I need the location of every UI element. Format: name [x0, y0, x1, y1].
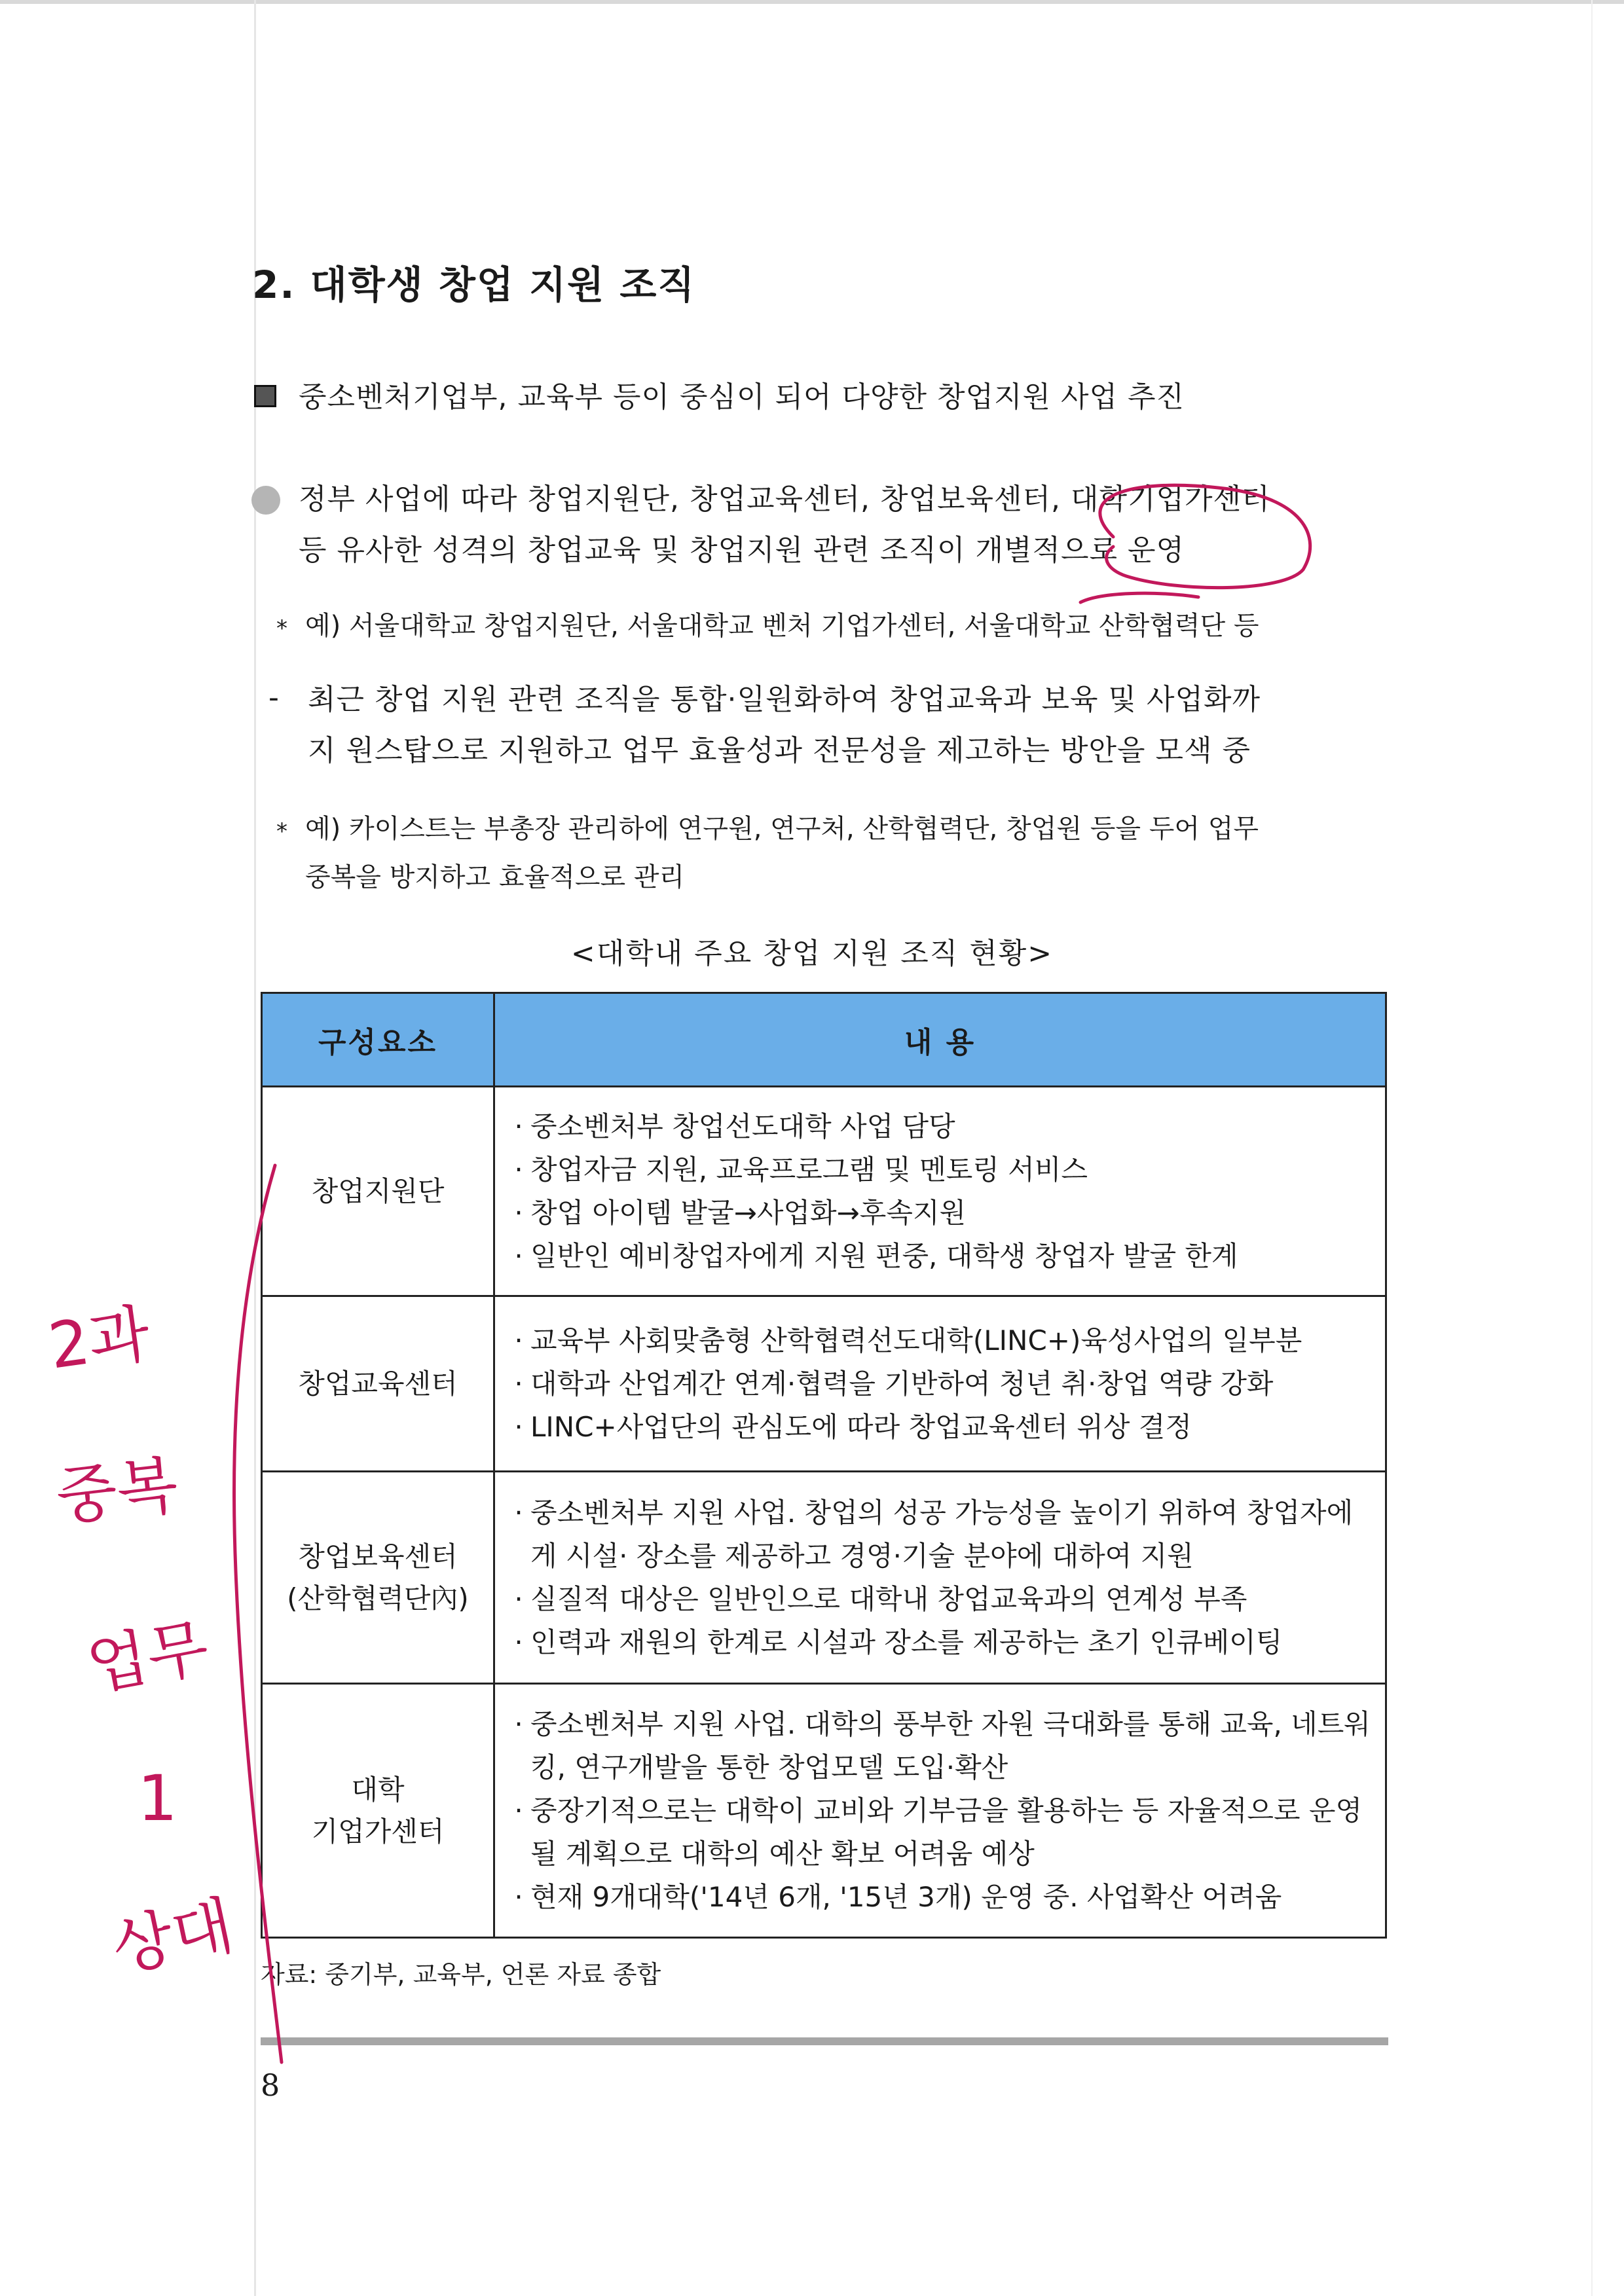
- right-rule: [1591, 0, 1593, 2296]
- square-bullet-icon: [254, 385, 276, 407]
- bullet-text-1: 중소벤처기업부, 교육부 등이 중심이 되어 다양한 창업지원 사업 추진: [299, 380, 1185, 414]
- content-cell: [494, 1087, 1386, 1296]
- handwritten-note: 상대: [105, 1888, 240, 1986]
- source-note: 자료: 중기부, 교육부, 언론 자료 종합: [261, 1960, 661, 1989]
- content-item-text: 창업 아이템 발굴→사업화→후속지원: [530, 1196, 967, 1229]
- bullet-dot-icon: ·: [514, 1196, 523, 1229]
- handwritten-note: 중복: [52, 1448, 181, 1534]
- underline-mark: [1080, 593, 1198, 602]
- content-item-text: 대학과 산업계간 연계·협력을 기반하여 청년 취·창업 역량 강화: [530, 1367, 1274, 1400]
- bullet-dot-icon: ·: [514, 1410, 523, 1443]
- bullet-dot-icon: ·: [514, 1367, 523, 1400]
- handwritten-note: 업무: [81, 1611, 214, 1704]
- column-header: 내 용: [494, 993, 1386, 1087]
- bullet-dot-icon: ·: [514, 1239, 523, 1272]
- category-label: 창업보육센터: [298, 1540, 458, 1573]
- content-item: [507, 1491, 1378, 1578]
- column-header: 구성요소: [262, 993, 494, 1087]
- content-item-text: 현재 9개대학('14년 6개, '15년 3개) 운영 중. 사업확산 어려움: [530, 1880, 1282, 1913]
- bullet-text-2-line1: 정부 사업에 따라 창업지원단, 창업교육센터, 창업보육센터, 대학기업가센터: [299, 483, 1270, 516]
- circle-bullet-icon: [251, 486, 280, 515]
- category-cell: [262, 1472, 494, 1684]
- asterisk-icon: *: [276, 615, 287, 642]
- bullet-dot-icon: ·: [514, 1324, 523, 1357]
- content-item: [507, 1703, 1378, 1789]
- content-item-text: 창업자금 지원, 교육프로그램 및 멘토링 서비스: [530, 1153, 1088, 1186]
- table-row: [262, 1296, 1386, 1472]
- content-item: [507, 1578, 1378, 1621]
- content-item-text: 중소벤처부 창업선도대학 사업 담당: [530, 1110, 955, 1142]
- content-cell: [494, 1684, 1386, 1938]
- asterisk-icon: *: [276, 818, 287, 845]
- content-item-text: 인력과 재원의 한계로 시설과 장소를 제공하는 초기 인큐베이팅: [530, 1626, 1283, 1658]
- margin-rule: [254, 0, 256, 2296]
- table-row: [262, 1472, 1386, 1684]
- note-2-line2: 중복을 방지하고 효율적으로 관리: [305, 862, 685, 892]
- table-row: [262, 1684, 1386, 1938]
- content-item-text: LINC+사업단의 관심도에 따라 창업교육센터 위상 결정: [530, 1410, 1192, 1443]
- note-2-line1: 예) 카이스트는 부총장 관리하에 연구원, 연구처, 산학협력단, 창업원 등을 두어 업무: [305, 814, 1259, 844]
- dash-marker: -: [268, 681, 279, 714]
- table-caption: <대학내 주요 창업 지원 조직 현황>: [570, 937, 1054, 970]
- page-number: 8: [261, 2068, 280, 2103]
- category-label: 창업교육센터: [298, 1367, 458, 1400]
- organization-table: [261, 992, 1387, 1939]
- content-item: [507, 1105, 1378, 1148]
- footer-rule: [261, 2037, 1388, 2045]
- bullet-dot-icon: ·: [514, 1794, 523, 1827]
- content-item: [507, 1621, 1378, 1664]
- handwritten-note: 2과: [44, 1296, 155, 1383]
- category-label: (산학협력단內): [287, 1582, 469, 1614]
- content-item-text: 교육부 사회맞춤형 산학협력선도대학(LINC+)육성사업의 일부분: [530, 1324, 1302, 1357]
- note-1: 예) 서울대학교 창업지원단, 서울대학교 벤처 기업가센터, 서울대학교 산학협력단 등: [305, 611, 1259, 641]
- bullet-dot-icon: ·: [514, 1582, 523, 1615]
- content-item: [507, 1876, 1378, 1919]
- table-row: [262, 1087, 1386, 1296]
- content-item: [507, 1235, 1378, 1278]
- section-heading: 2. 대학생 창업 지원 조직: [252, 263, 696, 307]
- content-cell: [494, 1296, 1386, 1472]
- category-cell: [262, 1087, 494, 1296]
- handwritten-note: 1: [138, 1762, 178, 1835]
- category-cell: [262, 1684, 494, 1938]
- content-item-text: 중소벤처부 지원 사업. 창업의 성공 가능성을 높이기 위하여 창업자에게 시설· 장소를 제공하고 경영·기술 분야에 대하여 지원: [530, 1496, 1354, 1572]
- content-item: [507, 1319, 1378, 1362]
- bullet-dot-icon: ·: [514, 1496, 523, 1529]
- content-cell: [494, 1472, 1386, 1684]
- content-item-text: 일반인 예비창업자에게 지원 편중, 대학생 창업자 발굴 한계: [530, 1239, 1238, 1272]
- bullet-dot-icon: ·: [514, 1880, 523, 1913]
- table-header-row: [262, 993, 1386, 1087]
- bullet-dot-icon: ·: [514, 1153, 523, 1186]
- category-cell: [262, 1296, 494, 1472]
- dash-text-line2: 지 원스탑으로 지원하고 업무 효율성과 전문성을 제고하는 방안을 모색 중: [308, 734, 1251, 767]
- bullet-text-2-line2: 등 유사한 성격의 창업교육 및 창업지원 관련 조직이 개별적으로 운영: [299, 534, 1185, 567]
- content-item: [507, 1362, 1378, 1406]
- content-item: [507, 1406, 1378, 1449]
- category-label: 창업지원단: [311, 1175, 445, 1207]
- dash-text-line1: 최근 창업 지원 관련 조직을 통합·일원화하여 창업교육과 보육 및 사업화까: [308, 683, 1261, 716]
- category-label: 기업가센터: [311, 1815, 445, 1848]
- content-item-text: 실질적 대상은 일반인으로 대학내 창업교육과의 연계성 부족: [530, 1582, 1247, 1615]
- scan-edge: [0, 0, 1624, 4]
- bullet-dot-icon: ·: [514, 1110, 523, 1142]
- bullet-dot-icon: ·: [514, 1707, 523, 1740]
- bullet-dot-icon: ·: [514, 1626, 523, 1658]
- content-item: [507, 1789, 1378, 1876]
- category-label: 대학: [351, 1773, 405, 1806]
- content-item-text: 중장기적으로는 대학이 교비와 기부금을 활용하는 등 자율적으로 운영될 계획으로 대학의 예산 확보 어려움 예상: [530, 1794, 1363, 1870]
- content-item: [507, 1192, 1378, 1235]
- content-item: [507, 1148, 1378, 1192]
- content-item-text: 중소벤처부 지원 사업. 대학의 풍부한 자원 극대화를 통해 교육, 네트워킹, 연구개발을 통한 창업모델 도입·확산: [530, 1707, 1371, 1783]
